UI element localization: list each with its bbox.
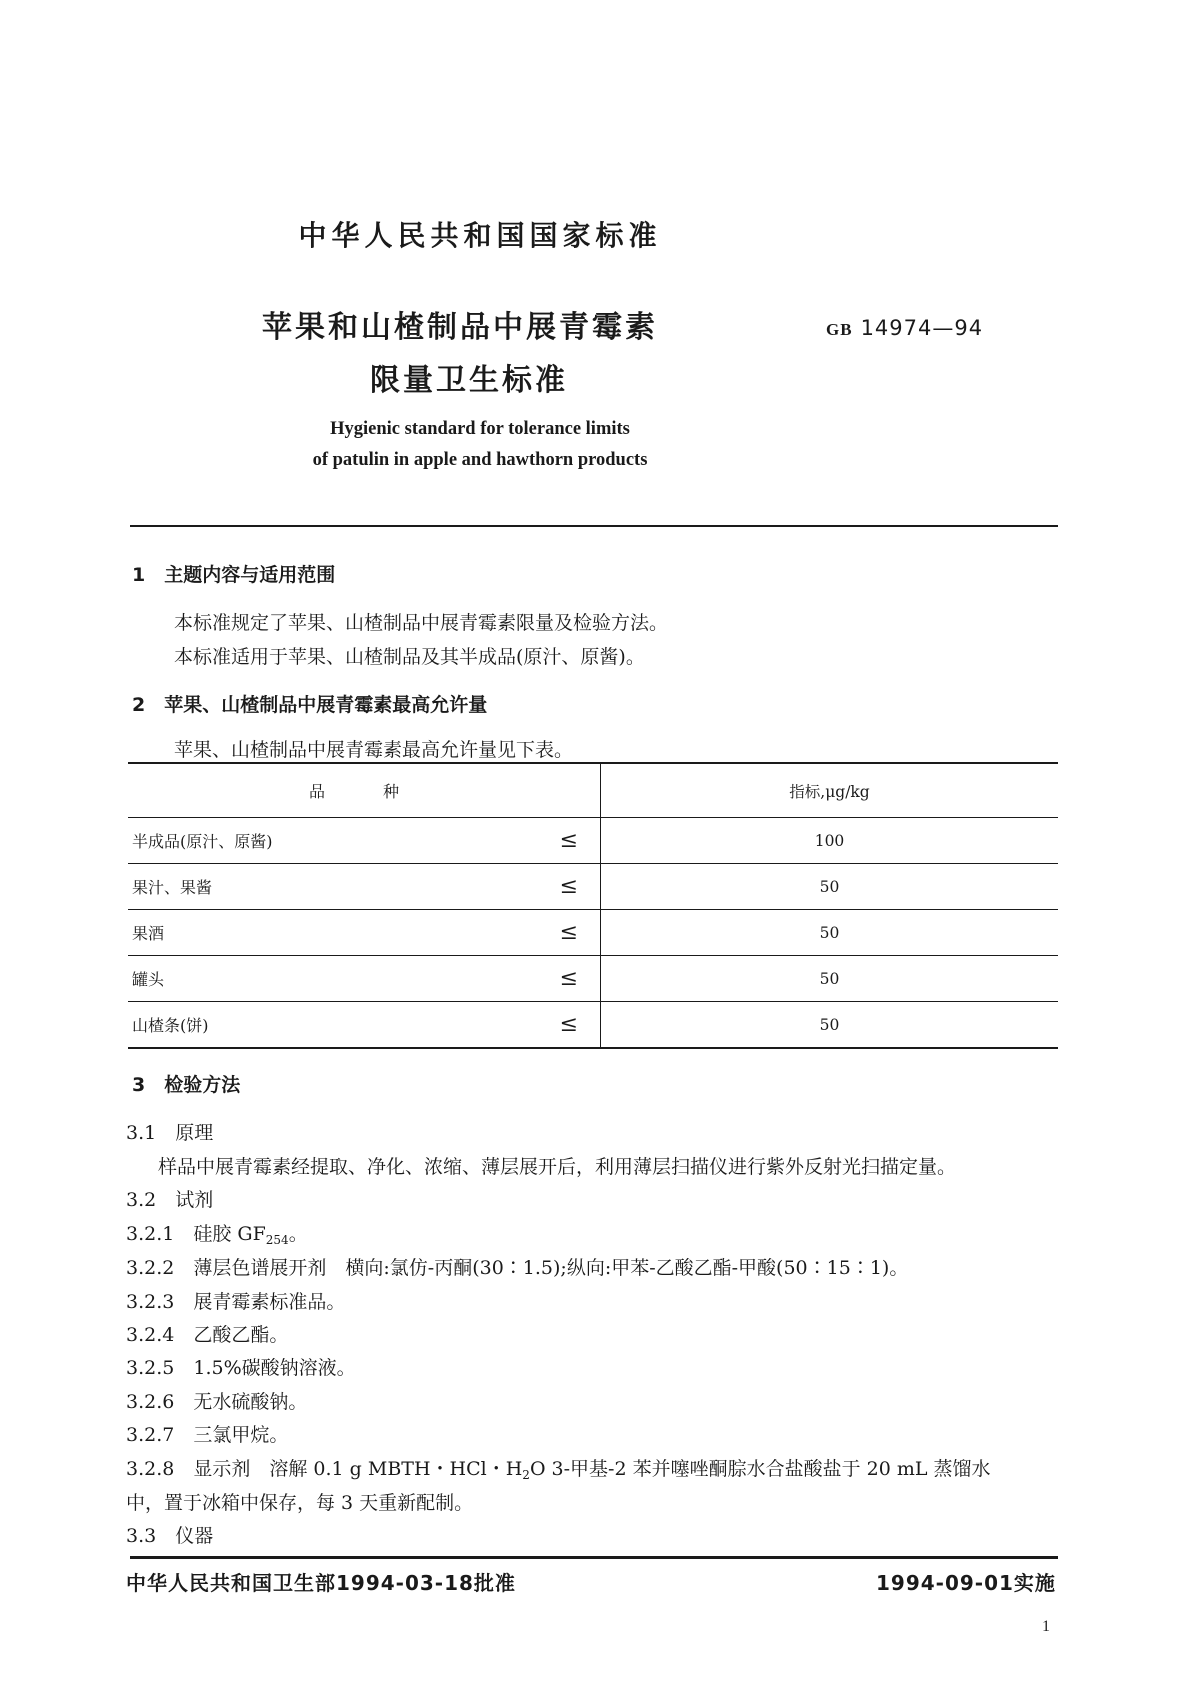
subscript: 2 bbox=[522, 1468, 530, 1482]
row-value: 50 bbox=[819, 969, 840, 988]
less-equal-sign: ≤ bbox=[559, 874, 578, 899]
row-item: 果酒 bbox=[132, 924, 165, 943]
clause-3-1 bbox=[126, 1118, 213, 1145]
table-row bbox=[128, 956, 1058, 1002]
clause-3-2-1 bbox=[126, 1219, 308, 1247]
clause-number: 3.2.8 bbox=[126, 1458, 175, 1480]
clause-text: 薄层色谱展开剂 横向:氯仿-丙酮(30∶1.5);纵向:甲苯-乙酸乙酯-甲酸(50∶15∶1)。 bbox=[193, 1257, 909, 1279]
row-value: 50 bbox=[819, 1015, 840, 1034]
clause-3-2-5 bbox=[126, 1353, 356, 1380]
clause-number: 3.1 bbox=[126, 1122, 157, 1144]
clause-text-end: 。 bbox=[288, 1223, 308, 1245]
clause-text: 硅胶 GF bbox=[193, 1223, 266, 1245]
approval-line: 中华人民共和国卫生部1994-03-18批准 bbox=[126, 1571, 516, 1595]
footer-divider bbox=[130, 1556, 1058, 1559]
clause-3-2-4 bbox=[126, 1320, 288, 1347]
row-item: 山楂条(饼) bbox=[132, 1016, 209, 1035]
english-title-line2: of patulin in apple and hawthorn products bbox=[312, 450, 648, 470]
section2-heading: 2 苹果、山楂制品中展青霉素最高允许量 bbox=[132, 694, 488, 716]
row-item: 半成品(原汁、原酱) bbox=[132, 832, 273, 851]
section2-intro: 苹果、山楂制品中展青霉素最高允许量见下表。 bbox=[174, 739, 574, 761]
clause-number: 3.2.2 bbox=[126, 1257, 175, 1279]
table-bottom-rule bbox=[128, 1047, 1058, 1049]
table-row bbox=[128, 818, 1058, 864]
subscript: 254 bbox=[265, 1233, 289, 1247]
clause-number: 3.2 bbox=[126, 1189, 157, 1211]
clause-title: 试剂 bbox=[175, 1189, 214, 1211]
clause-number: 3.2.3 bbox=[126, 1291, 175, 1313]
clause-text: 展青霉素标准品。 bbox=[193, 1291, 346, 1313]
clause-3-2-2 bbox=[126, 1253, 908, 1280]
english-title-line1: Hygienic standard for tolerance limits bbox=[330, 419, 630, 439]
less-equal-sign: ≤ bbox=[559, 966, 578, 991]
clause-text: 无水硫酸钠。 bbox=[193, 1391, 308, 1413]
clause-number: 3.2.1 bbox=[126, 1223, 175, 1245]
clause-number: 3.2.5 bbox=[126, 1357, 175, 1379]
clause-text-end: O 3-甲基-2 苯并噻唑酮腙水合盐酸盐于 20 mL 蒸馏水 bbox=[529, 1458, 991, 1480]
standard-prefix: GB bbox=[826, 320, 853, 339]
header-item: 品种 bbox=[128, 764, 601, 817]
chinese-title-line2: 限量卫生标准 bbox=[370, 363, 568, 398]
section1-para2: 本标准适用于苹果、山楂制品及其半成品(原汁、原酱)。 bbox=[174, 646, 645, 668]
clause-3-3 bbox=[126, 1521, 213, 1548]
clause-3-2-8-line2: 中，置于冰箱中保存，每 3 天重新配制。 bbox=[126, 1492, 474, 1514]
clause-number: 3.2.6 bbox=[126, 1391, 175, 1413]
clause-3-2 bbox=[126, 1185, 213, 1212]
clause-text: 显示剂 溶解 0.1 g MBTH・HCl・H bbox=[193, 1458, 523, 1480]
less-equal-sign: ≤ bbox=[559, 920, 578, 945]
clause-3-1-text: 样品中展青霉素经提取、净化、浓缩、薄层展开后，利用薄层扫描仪进行紫外反射光扫描定量。 bbox=[158, 1156, 957, 1178]
standard-number bbox=[826, 316, 983, 340]
header-limit: 指标,μg/kg bbox=[789, 782, 870, 801]
clause-text: 三氯甲烷。 bbox=[193, 1424, 289, 1446]
patulin-limits-table bbox=[128, 762, 1058, 1049]
table-header-row bbox=[128, 764, 1058, 818]
clause-text: 乙酸乙酯。 bbox=[193, 1324, 289, 1346]
clause-title: 原理 bbox=[175, 1122, 214, 1144]
row-value: 50 bbox=[819, 877, 840, 896]
clause-number: 3.3 bbox=[126, 1525, 157, 1547]
table-row bbox=[128, 1002, 1058, 1047]
chinese-title-line1: 苹果和山楂制品中展青霉素 bbox=[262, 310, 658, 345]
clause-number: 3.2.7 bbox=[126, 1424, 175, 1446]
clause-3-2-7 bbox=[126, 1420, 288, 1447]
table-row bbox=[128, 910, 1058, 956]
section1-heading: 1 主题内容与适用范围 bbox=[132, 564, 336, 586]
table-row bbox=[128, 864, 1058, 910]
clause-3-2-8 bbox=[126, 1454, 991, 1482]
section1-para1: 本标准规定了苹果、山楂制品中展青霉素限量及检验方法。 bbox=[174, 612, 669, 634]
row-value: 100 bbox=[814, 831, 845, 850]
clause-number: 3.2.4 bbox=[126, 1324, 175, 1346]
issuing-body-title: 中华人民共和国国家标准 bbox=[298, 219, 662, 252]
clause-3-2-3 bbox=[126, 1287, 345, 1314]
less-equal-sign: ≤ bbox=[559, 828, 578, 853]
row-item: 罐头 bbox=[132, 970, 165, 989]
page-number: 1 bbox=[1042, 1618, 1050, 1635]
less-equal-sign: ≤ bbox=[559, 1012, 578, 1037]
clause-3-2-6 bbox=[126, 1387, 307, 1414]
header-divider bbox=[130, 525, 1058, 527]
standard-code: 14974—94 bbox=[860, 316, 984, 340]
section3-heading: 3 检验方法 bbox=[132, 1074, 241, 1096]
row-value: 50 bbox=[819, 923, 840, 942]
clause-text: 1.5%碳酸钠溶液。 bbox=[193, 1357, 356, 1379]
clause-title: 仪器 bbox=[175, 1525, 214, 1547]
implementation-date: 1994-09-01实施 bbox=[876, 1571, 1056, 1595]
row-item: 果汁、果酱 bbox=[132, 878, 213, 897]
